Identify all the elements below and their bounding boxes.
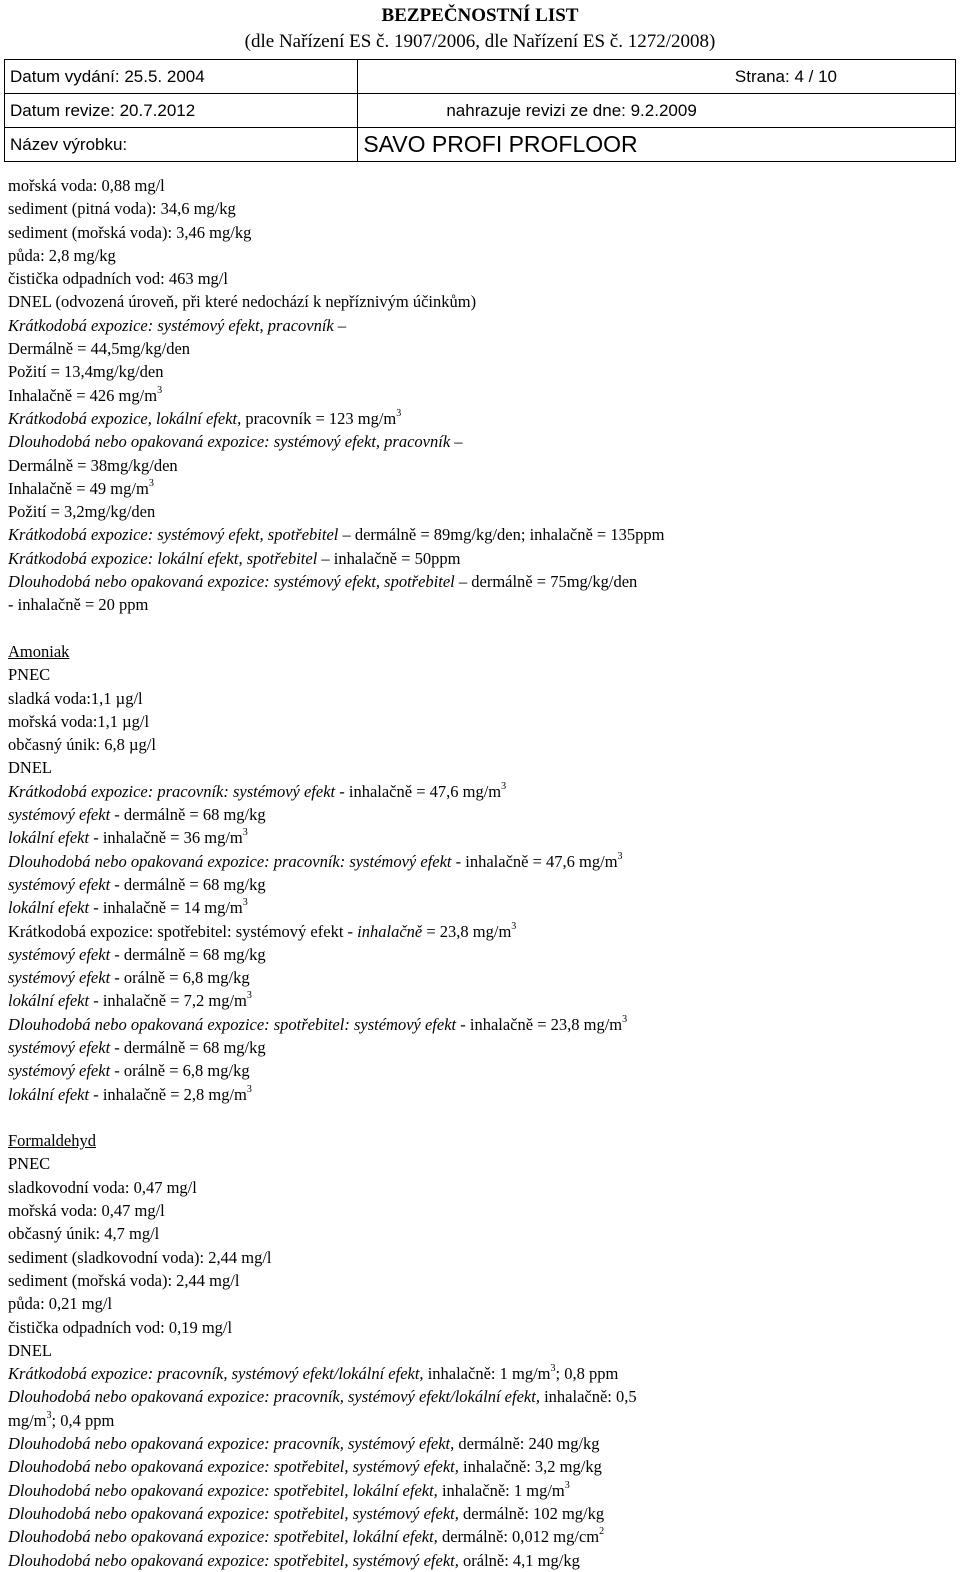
header-table	[4, 59, 956, 162]
text-segment: Krátkodobá expozice: spotřebitel: systémový efekt -	[8, 921, 358, 941]
text-segment: inhalačně: 3,2 mg/kg	[458, 1457, 602, 1477]
text-segment: DNEL	[8, 758, 52, 778]
text-segment: lokální efekt	[8, 991, 90, 1011]
text-line	[8, 873, 948, 896]
text-segment: sladkovodní voda: 0,47 mg/l	[8, 1177, 197, 1197]
text-line	[8, 1339, 948, 1362]
text-line	[8, 290, 948, 313]
text-line	[8, 710, 948, 733]
superscript: 3	[46, 1409, 52, 1421]
text-line	[8, 1409, 948, 1432]
text-segment: = 23,8 mg/m	[422, 921, 512, 941]
text-line	[8, 850, 948, 873]
text-line	[8, 966, 948, 989]
product-label: Název výrobku:	[5, 128, 358, 162]
text-line	[8, 1525, 948, 1548]
text-segment: ; 0,4 ppm	[51, 1410, 115, 1430]
text-segment: Požití = 13,4mg/kg/den	[8, 362, 164, 382]
text-line	[8, 337, 948, 360]
text-segment: lokální efekt	[8, 828, 90, 848]
text-line	[8, 221, 948, 244]
text-segment: inhalačně	[357, 921, 423, 941]
text-line	[8, 1152, 948, 1175]
text-segment: sediment (mořská voda): 3,46 mg/kg	[8, 222, 252, 242]
text-segment: Dlouhodobá nebo opakovaná expozice: spotřebitel, systémový efekt,	[8, 1457, 459, 1477]
text-segment: Dlouhodobá nebo opakovaná expozice: spotřebitel, lokální efekt,	[8, 1480, 438, 1500]
text-line	[8, 244, 948, 267]
text-segment: - inhalačně = 20 ppm	[8, 595, 149, 615]
document-body	[8, 174, 948, 1572]
superscript: 3	[617, 850, 623, 862]
text-line	[8, 197, 948, 220]
issue-date: Datum vydání: 25.5. 2004	[5, 60, 358, 94]
text-line	[8, 1013, 948, 1036]
text-segment: Krátkodobá expozice: systémový efekt, pracovník –	[8, 315, 347, 335]
text-segment: čistička odpadních vod: 463 mg/l	[8, 269, 228, 289]
text-line	[8, 570, 948, 593]
text-segment: Dlouhodobá nebo opakovaná expozice: spotřebitel: systémový efekt	[8, 1014, 457, 1034]
blank-line	[8, 1106, 948, 1129]
text-segment: inhalačně = 50ppm	[329, 548, 461, 568]
text-line	[8, 1479, 948, 1502]
text-line	[8, 1549, 948, 1572]
product-name: SAVO PROFI PROFLOOR	[358, 128, 956, 162]
text-line	[8, 407, 948, 430]
superscript: 2	[599, 1526, 605, 1538]
page-number: Strana: 4 / 10	[358, 60, 956, 94]
text-line	[8, 1385, 948, 1408]
text-segment: sediment (mořská voda): 2,44 mg/l	[8, 1270, 240, 1290]
text-segment: inhalačně: 1 mg/m	[423, 1364, 551, 1384]
text-segment: orálně: 4,1 mg/kg	[458, 1550, 580, 1570]
text-segment: Dlouhodobá nebo opakovaná expozice: spotřebitel, lokální efekt,	[8, 1527, 438, 1547]
text-segment: PNEC	[8, 1154, 51, 1174]
text-segment: - orálně = 6,8 mg/kg	[110, 968, 250, 988]
text-segment: - inhalačně = 7,2 mg/m	[89, 991, 247, 1011]
text-segment: Dermálně = 44,5mg/kg/den	[8, 339, 191, 359]
text-line	[8, 547, 948, 570]
text-segment: systémový efekt	[8, 944, 111, 964]
text-segment: sediment (pitná voda): 34,6 mg/kg	[8, 199, 236, 219]
text-line	[8, 733, 948, 756]
text-segment: dermálně = 75mg/kg/den	[467, 572, 638, 592]
document-title: BEZPEČNOSTNÍ LIST	[381, 5, 579, 26]
text-line	[8, 920, 948, 943]
text-segment: Inhalačně = 49 mg/m	[8, 478, 149, 498]
text-segment: Dlouhodobá nebo opakovaná expozice: spotřebitel, systémový efekt,	[8, 1503, 459, 1523]
text-line	[8, 314, 948, 337]
text-segment: Krátkodobá expozice: pracovník, systémový efekt/lokální efekt,	[8, 1364, 424, 1384]
document-subtitle: (dle Nařízení ES č. 1907/2006, dle Nařízení ES č. 1272/2008)	[244, 31, 716, 52]
text-line	[8, 360, 948, 383]
text-segment: Krátkodobá expozice: pracovník: systémový efekt	[8, 781, 336, 801]
text-line	[8, 267, 948, 290]
text-segment: systémový efekt	[8, 874, 111, 894]
text-segment: Amoniak	[8, 641, 70, 661]
text-line	[8, 1455, 948, 1478]
text-segment: Inhalačně = 426 mg/m	[8, 385, 158, 405]
text-segment: inhalačně: 0,5	[539, 1387, 637, 1407]
text-line	[8, 1316, 948, 1339]
text-segment: - orálně = 6,8 mg/kg	[110, 1061, 250, 1081]
text-segment: mořská voda:1,1 µg/l	[8, 711, 150, 731]
text-segment: dermálně: 240 mg/kg	[454, 1434, 600, 1454]
text-line	[8, 1083, 948, 1106]
text-line	[8, 1502, 948, 1525]
text-line	[8, 803, 948, 826]
text-segment: systémový efekt	[8, 1037, 111, 1057]
text-segment: Formaldehyd	[8, 1131, 96, 1151]
text-segment: Krátkodobá expozice: systémový efekt, spotřebitel –	[8, 525, 351, 545]
text-line	[8, 523, 948, 546]
text-segment: dermálně: 0,012 mg/cm	[437, 1527, 600, 1547]
text-segment: občasný únik: 4,7 mg/l	[8, 1224, 160, 1244]
text-segment: pracovník = 123 mg/m	[241, 408, 397, 428]
text-segment: půda: 0,21 mg/l	[8, 1294, 113, 1314]
text-line	[8, 989, 948, 1012]
text-segment: mořská voda: 0,88 mg/l	[8, 176, 165, 195]
text-segment: - dermálně = 68 mg/kg	[110, 944, 266, 964]
text-segment: - dermálně = 68 mg/kg	[110, 1037, 266, 1057]
superscript: 3	[157, 384, 163, 396]
text-line	[8, 1362, 948, 1385]
text-segment: - inhalačně = 23,8 mg/m	[456, 1014, 623, 1034]
superscript: 3	[396, 407, 402, 419]
text-segment: mořská voda: 0,47 mg/l	[8, 1201, 165, 1221]
text-segment: Dlouhodobá nebo opakovaná expozice: systémový efekt, pracovník –	[8, 432, 463, 452]
text-line	[8, 430, 948, 453]
text-line	[8, 1059, 948, 1082]
text-segment: - inhalačně = 47,6 mg/m	[335, 781, 502, 801]
text-line	[8, 826, 948, 849]
text-segment: Požití = 3,2mg/kg/den	[8, 502, 156, 522]
superscript: 3	[242, 897, 248, 909]
text-line	[8, 454, 948, 477]
text-line	[8, 663, 948, 686]
text-segment: - dermálně = 68 mg/kg	[110, 805, 266, 825]
text-segment: systémový efekt	[8, 805, 111, 825]
text-segment: - dermálně = 68 mg/kg	[110, 874, 266, 894]
text-segment: dermálně: 102 mg/kg	[458, 1503, 605, 1523]
text-segment: lokální efekt	[8, 898, 90, 918]
text-segment: lokální efekt	[8, 1084, 90, 1104]
text-segment: systémový efekt	[8, 1061, 111, 1081]
text-line	[8, 943, 948, 966]
text-line	[8, 500, 948, 523]
text-segment: Dlouhodobá nebo opakovaná expozice: pracovník: systémový efekt	[8, 851, 452, 871]
replaces-revision: nahrazuje revizi ze dne: 9.2.2009	[358, 94, 956, 128]
text-segment: - inhalačně = 47,6 mg/m	[451, 851, 618, 871]
text-segment: Dlouhodobá nebo opakovaná expozice: spotřebitel, systémový efekt,	[8, 1550, 459, 1570]
text-line	[8, 640, 948, 663]
text-segment: - inhalačně = 14 mg/m	[89, 898, 243, 918]
text-line	[8, 687, 948, 710]
text-segment: Krátkodobá expozice, lokální efekt,	[8, 408, 242, 428]
revision-date: Datum revize: 20.7.2012	[5, 94, 358, 128]
text-segment: Dermálně = 38mg/kg/den	[8, 455, 178, 475]
blank-line	[8, 617, 948, 640]
superscript: 3	[242, 827, 248, 839]
text-segment: Krátkodobá expozice: lokální efekt, spotřebitel –	[8, 548, 330, 568]
text-line	[8, 1199, 948, 1222]
text-line	[8, 174, 948, 197]
text-line	[8, 756, 948, 779]
superscript: 3	[148, 477, 154, 489]
text-line	[8, 477, 948, 500]
text-segment: čistička odpadních vod: 0,19 mg/l	[8, 1317, 233, 1337]
text-line	[8, 1432, 948, 1455]
text-segment: půda: 2,8 mg/kg	[8, 245, 116, 265]
text-line	[8, 896, 948, 919]
text-line	[8, 593, 948, 616]
text-segment: dermálně = 89mg/kg/den; inhalačně = 135ppm	[350, 525, 665, 545]
text-segment: Dlouhodobá nebo opakovaná expozice: pracovník, systémový efekt,	[8, 1434, 455, 1454]
text-line	[8, 1036, 948, 1059]
text-line	[8, 1269, 948, 1292]
text-segment: - inhalačně = 2,8 mg/m	[89, 1084, 247, 1104]
text-segment: mg/m	[8, 1410, 47, 1430]
text-segment: ; 0,8 ppm	[555, 1364, 619, 1384]
text-line	[8, 1246, 948, 1269]
text-line	[8, 780, 948, 803]
text-segment: Dlouhodobá nebo opakovaná expozice: systémový efekt, spotřebitel –	[8, 572, 468, 592]
text-segment: DNEL (odvozená úroveň, při které nedochází k nepříznivým účinkům)	[8, 292, 477, 312]
text-line	[8, 1292, 948, 1315]
text-segment: sladká voda:1,1 µg/l	[8, 688, 143, 708]
superscript: 3	[246, 1083, 252, 1095]
text-segment: - inhalačně = 36 mg/m	[89, 828, 243, 848]
superscript: 3	[550, 1363, 556, 1375]
superscript: 3	[564, 1479, 570, 1491]
text-segment: systémový efekt	[8, 968, 111, 988]
text-segment: PNEC	[8, 665, 51, 685]
superscript: 3	[246, 990, 252, 1002]
superscript: 3	[511, 920, 517, 932]
text-segment: občasný únik: 6,8 µg/l	[8, 735, 156, 755]
text-segment: DNEL	[8, 1340, 52, 1360]
text-segment: Dlouhodobá nebo opakovaná expozice: pracovník, systémový efekt/lokální efekt,	[8, 1387, 540, 1407]
superscript: 3	[622, 1013, 628, 1025]
text-line	[8, 1176, 948, 1199]
superscript: 3	[501, 780, 507, 792]
text-segment: sediment (sladkovodní voda): 2,44 mg/l	[8, 1247, 272, 1267]
text-line	[8, 384, 948, 407]
text-line	[8, 1129, 948, 1152]
text-segment: inhalačně: 1 mg/m	[437, 1480, 565, 1500]
text-line	[8, 1222, 948, 1245]
